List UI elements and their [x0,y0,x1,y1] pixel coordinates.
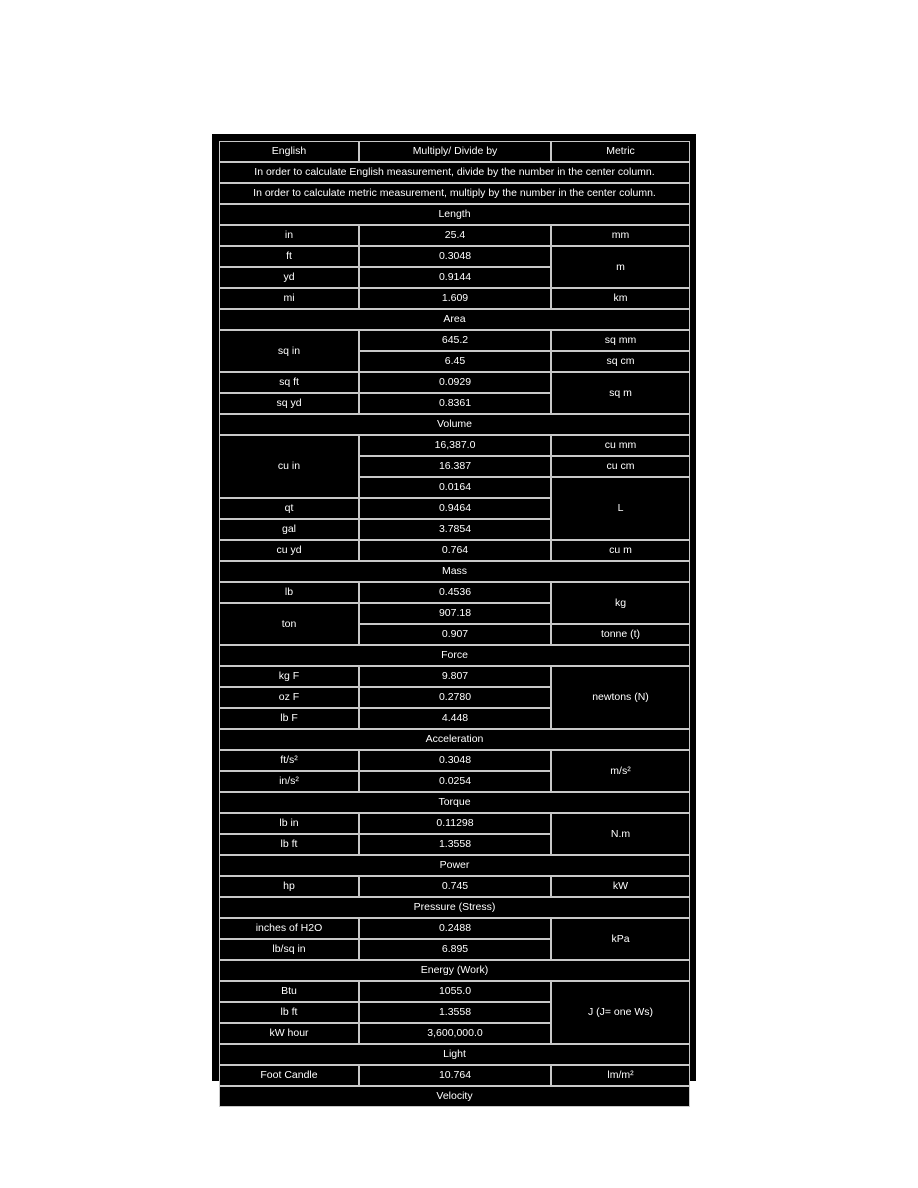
english-metric-conversion-table [219,141,690,1107]
conversion-factor: 0.2780 [359,687,551,708]
english-unit: lb ft [219,834,359,855]
english-unit: hp [219,876,359,897]
conversion-factor: 0.0929 [359,372,551,393]
section-header-acceleration: Acceleration [219,729,690,750]
section-row-power [219,855,690,876]
english-unit: ft/s² [219,750,359,771]
english-unit: in/s² [219,771,359,792]
metric-unit: J (J= one Ws) [551,981,690,1044]
metric-unit: lm/m² [551,1065,690,1086]
section-row-force [219,645,690,666]
table-row [219,666,690,687]
metric-unit: sq mm [551,330,690,351]
table-row [219,372,690,393]
metric-unit: cu m [551,540,690,561]
metric-unit: tonne (t) [551,624,690,645]
table-row [219,750,690,771]
conversion-factor: 0.745 [359,876,551,897]
column-header-metric: Metric [551,141,690,162]
conversion-factor: 0.4536 [359,582,551,603]
section-header-mass: Mass [219,561,690,582]
instruction-row-metric [219,183,690,204]
conversion-factor: 907.18 [359,603,551,624]
conversion-factor: 0.0164 [359,477,551,498]
section-header-energy: Energy (Work) [219,960,690,981]
english-unit: lb/sq in [219,939,359,960]
english-unit: lb F [219,708,359,729]
metric-unit: sq m [551,372,690,414]
column-header-multiply-divide: Multiply/ Divide by [359,141,551,162]
instruction-row-english [219,162,690,183]
conversion-factor: 16,387.0 [359,435,551,456]
english-unit: lb in [219,813,359,834]
conversion-factor: 25.4 [359,225,551,246]
metric-unit: N.m [551,813,690,855]
conversion-factor: 0.764 [359,540,551,561]
column-header-english: English [219,141,359,162]
table-row [219,876,690,897]
metric-unit: m [551,246,690,288]
metric-unit: cu mm [551,435,690,456]
conversion-factor: 1.609 [359,288,551,309]
conversion-factor: 6.895 [359,939,551,960]
section-header-force: Force [219,645,690,666]
table-row [219,813,690,834]
instruction-metric: In order to calculate metric measurement, multiply by the number in the center column. [219,183,690,204]
table-row [219,288,690,309]
table-row [219,918,690,939]
table-row [219,540,690,561]
english-unit: qt [219,498,359,519]
section-row-energy [219,960,690,981]
english-unit: ton [219,603,359,645]
english-unit: cu in [219,435,359,498]
section-header-area: Area [219,309,690,330]
metric-unit: kPa [551,918,690,960]
section-row-volume [219,414,690,435]
section-header-light: Light [219,1044,690,1065]
table-header-row [219,141,690,162]
english-unit: in [219,225,359,246]
section-row-pressure [219,897,690,918]
table-row [219,330,690,351]
section-row-velocity [219,1086,690,1107]
english-unit: sq in [219,330,359,372]
conversion-table-frame [212,134,696,1103]
english-unit: kW hour [219,1023,359,1044]
conversion-factor: 0.2488 [359,918,551,939]
english-unit: oz F [219,687,359,708]
english-unit: Foot Candle [219,1065,359,1086]
metric-unit: kW [551,876,690,897]
section-header-power: Power [219,855,690,876]
english-unit: sq yd [219,393,359,414]
conversion-factor: 645.2 [359,330,551,351]
metric-unit: kg [551,582,690,624]
english-unit: mi [219,288,359,309]
conversion-factor: 0.8361 [359,393,551,414]
table-row [219,225,690,246]
section-row-length [219,204,690,225]
conversion-factor: 10.764 [359,1065,551,1086]
section-row-acceleration [219,729,690,750]
table-row [219,582,690,603]
metric-unit: newtons (N) [551,666,690,729]
english-unit: kg F [219,666,359,687]
table-row [219,1065,690,1086]
conversion-factor: 0.9144 [359,267,551,288]
section-header-pressure: Pressure (Stress) [219,897,690,918]
conversion-factor: 4.448 [359,708,551,729]
conversion-factor: 0.9464 [359,498,551,519]
english-unit: lb ft [219,1002,359,1023]
section-row-light [219,1044,690,1065]
table-row [219,981,690,1002]
table-row [219,246,690,267]
section-row-torque [219,792,690,813]
conversion-factor: 3,600,000.0 [359,1023,551,1044]
english-unit: ft [219,246,359,267]
conversion-factor: 0.907 [359,624,551,645]
conversion-factor: 0.0254 [359,771,551,792]
section-header-velocity: Velocity [219,1086,690,1107]
conversion-factor: 1.3558 [359,834,551,855]
english-unit: cu yd [219,540,359,561]
conversion-factor: 6.45 [359,351,551,372]
metric-unit: L [551,477,690,540]
english-unit: sq ft [219,372,359,393]
section-header-length: Length [219,204,690,225]
metric-unit: sq cm [551,351,690,372]
conversion-factor: 9.807 [359,666,551,687]
metric-unit: km [551,288,690,309]
english-unit: yd [219,267,359,288]
conversion-factor: 16.387 [359,456,551,477]
conversion-factor: 3.7854 [359,519,551,540]
metric-unit: m/s² [551,750,690,792]
conversion-factor: 0.3048 [359,750,551,771]
section-row-mass [219,561,690,582]
metric-unit: mm [551,225,690,246]
table-row [219,435,690,456]
english-unit: Btu [219,981,359,1002]
metric-unit: cu cm [551,456,690,477]
english-unit: inches of H2O [219,918,359,939]
english-unit: gal [219,519,359,540]
instruction-english: In order to calculate English measurement, divide by the number in the center column. [219,162,690,183]
section-header-volume: Volume [219,414,690,435]
english-unit: lb [219,582,359,603]
conversion-factor: 0.11298 [359,813,551,834]
conversion-factor: 0.3048 [359,246,551,267]
section-row-area [219,309,690,330]
conversion-factor: 1.3558 [359,1002,551,1023]
conversion-factor: 1055.0 [359,981,551,1002]
section-header-torque: Torque [219,792,690,813]
